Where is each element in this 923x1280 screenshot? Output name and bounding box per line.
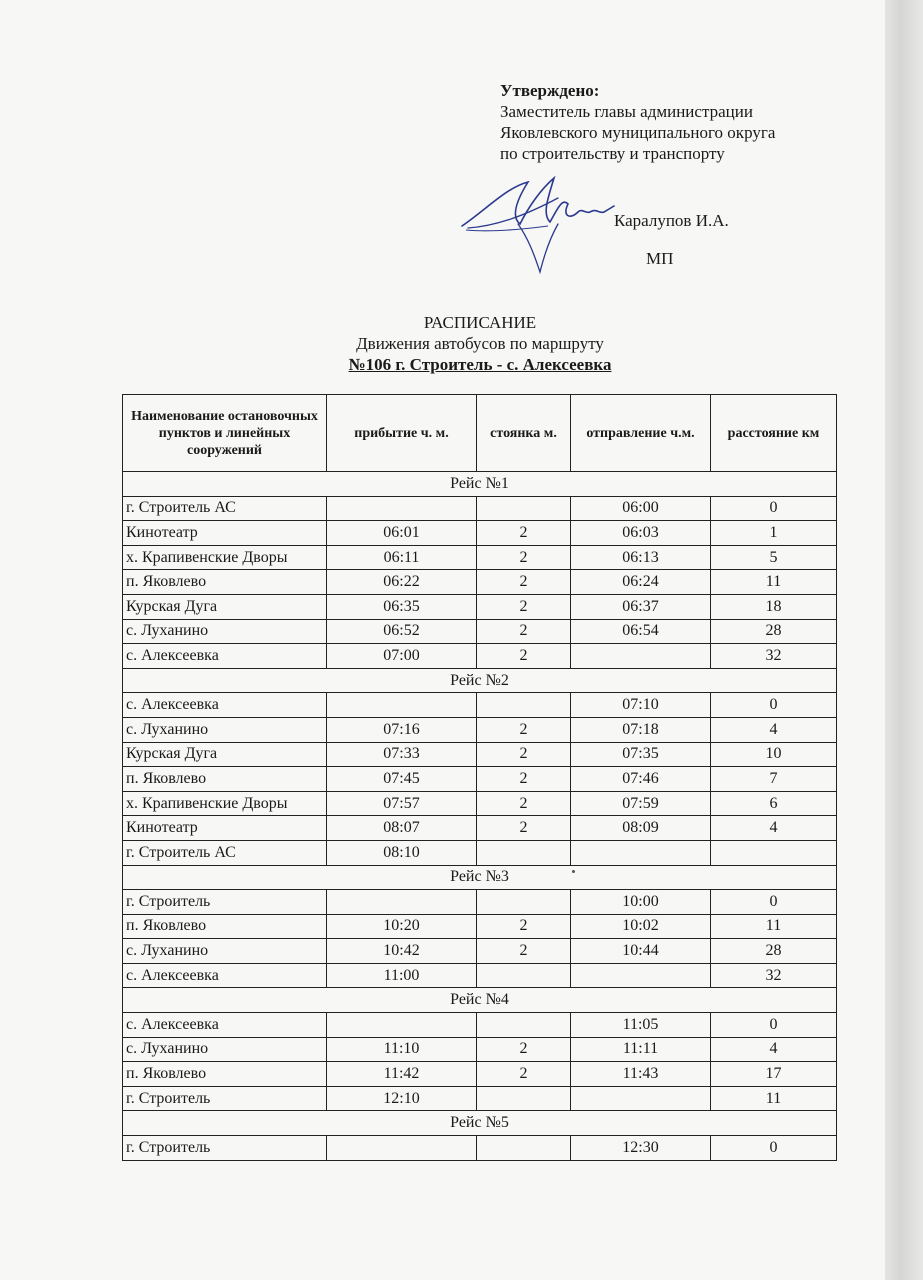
distance-km: 10 (711, 742, 837, 767)
distance-km: 0 (711, 693, 837, 718)
speck (572, 870, 575, 873)
stop-name: с. Луханино (123, 1037, 327, 1062)
trip-label: Рейс №2 (123, 668, 837, 693)
stop-name: г. Строитель (123, 890, 327, 915)
table-row (123, 693, 837, 718)
arrival-time (327, 496, 477, 521)
stay-minutes: 2 (477, 594, 571, 619)
stay-minutes: 2 (477, 545, 571, 570)
arrival-time: 08:10 (327, 840, 477, 865)
departure-time: 06:03 (571, 521, 711, 546)
schedule-table (122, 394, 837, 1161)
stop-name: г. Строитель АС (123, 840, 327, 865)
distance-km: 0 (711, 890, 837, 915)
table-row (123, 496, 837, 521)
arrival-time: 10:20 (327, 914, 477, 939)
distance-km: 0 (711, 1136, 837, 1161)
arrival-time: 07:16 (327, 717, 477, 742)
distance-km: 0 (711, 496, 837, 521)
stay-minutes: 2 (477, 570, 571, 595)
table-row (123, 545, 837, 570)
document-subtitle: Движения автобусов по маршруту (356, 334, 604, 353)
stop-name: г. Строитель (123, 1086, 327, 1111)
stay-minutes (477, 890, 571, 915)
stop-name: п. Яковлево (123, 767, 327, 792)
table-row (123, 1013, 837, 1038)
table-row (123, 594, 837, 619)
header-arrival: прибытие ч. м. (327, 395, 477, 472)
stay-minutes: 2 (477, 521, 571, 546)
departure-time: 06:13 (571, 545, 711, 570)
stop-name: х. Крапивенские Дворы (123, 791, 327, 816)
approval-line: Яковлевского муниципального округа (500, 123, 776, 142)
arrival-time (327, 890, 477, 915)
distance-km: 4 (711, 717, 837, 742)
stop-name: Кинотеатр (123, 521, 327, 546)
departure-time: 07:59 (571, 791, 711, 816)
distance-km: 11 (711, 1086, 837, 1111)
departure-time (571, 644, 711, 669)
stop-name: с. Алексеевка (123, 1013, 327, 1038)
stay-minutes: 2 (477, 791, 571, 816)
distance-km: 4 (711, 1037, 837, 1062)
table-row (123, 570, 837, 595)
trip-header-row (123, 865, 837, 890)
stop-name: г. Строитель АС (123, 496, 327, 521)
distance-km: 32 (711, 644, 837, 669)
stop-name: с. Алексеевка (123, 693, 327, 718)
stop-name: с. Алексеевка (123, 644, 327, 669)
departure-time: 06:54 (571, 619, 711, 644)
distance-km: 7 (711, 767, 837, 792)
distance-km: 28 (711, 939, 837, 964)
table-row (123, 619, 837, 644)
table-row (123, 1086, 837, 1111)
departure-time: 07:10 (571, 693, 711, 718)
trip-label: Рейс №5 (123, 1111, 837, 1136)
stop-name: Курская Дуга (123, 594, 327, 619)
departure-time: 06:00 (571, 496, 711, 521)
departure-time: 11:05 (571, 1013, 711, 1038)
arrival-time: 06:01 (327, 521, 477, 546)
departure-time: 10:02 (571, 914, 711, 939)
stay-minutes: 2 (477, 1062, 571, 1087)
stop-name: с. Луханино (123, 619, 327, 644)
departure-time: 07:35 (571, 742, 711, 767)
arrival-time: 07:45 (327, 767, 477, 792)
stay-minutes (477, 693, 571, 718)
arrival-time: 06:35 (327, 594, 477, 619)
stop-name: х. Крапивенские Дворы (123, 545, 327, 570)
departure-time: 08:09 (571, 816, 711, 841)
departure-time (571, 840, 711, 865)
signature (458, 168, 618, 276)
arrival-time: 10:42 (327, 939, 477, 964)
arrival-time (327, 1136, 477, 1161)
distance-km: 6 (711, 791, 837, 816)
approval-heading: Утверждено: (500, 81, 600, 100)
stay-minutes: 2 (477, 816, 571, 841)
stop-name: с. Луханино (123, 939, 327, 964)
title-block (0, 312, 923, 375)
distance-km: 11 (711, 914, 837, 939)
table-row (123, 840, 837, 865)
arrival-time: 06:11 (327, 545, 477, 570)
table-row (123, 717, 837, 742)
stay-minutes: 2 (477, 742, 571, 767)
departure-time: 10:44 (571, 939, 711, 964)
distance-km: 28 (711, 619, 837, 644)
arrival-time: 06:52 (327, 619, 477, 644)
distance-km: 0 (711, 1013, 837, 1038)
table-row (123, 1136, 837, 1161)
stop-name: Курская Дуга (123, 742, 327, 767)
stay-minutes: 2 (477, 644, 571, 669)
approval-line: по строительству и транспорту (500, 144, 725, 163)
distance-km: 5 (711, 545, 837, 570)
distance-km: 18 (711, 594, 837, 619)
distance-km: 17 (711, 1062, 837, 1087)
header-stop: Наименование остановочных пунктов и линейных сооружений (123, 395, 327, 472)
document-title: РАСПИСАНИЕ (423, 313, 537, 332)
stay-minutes: 2 (477, 619, 571, 644)
arrival-time: 07:57 (327, 791, 477, 816)
distance-km: 1 (711, 521, 837, 546)
departure-time: 11:43 (571, 1062, 711, 1087)
table-row (123, 791, 837, 816)
scan-edge (885, 0, 923, 1280)
distance-km: 32 (711, 963, 837, 988)
distance-km: 4 (711, 816, 837, 841)
stay-minutes: 2 (477, 1037, 571, 1062)
arrival-time (327, 1013, 477, 1038)
stamp-label: МП (646, 249, 674, 268)
table-row (123, 767, 837, 792)
stay-minutes (477, 840, 571, 865)
approval-line: Заместитель главы администрации (500, 102, 753, 121)
arrival-time: 07:00 (327, 644, 477, 669)
trip-label: Рейс №1 (123, 472, 837, 497)
arrival-time: 08:07 (327, 816, 477, 841)
stay-minutes (477, 1136, 571, 1161)
header-departure: отправление ч.м. (571, 395, 711, 472)
distance-km: 11 (711, 570, 837, 595)
trip-header-row (123, 668, 837, 693)
stop-name: п. Яковлево (123, 570, 327, 595)
table-row (123, 963, 837, 988)
departure-time (571, 963, 711, 988)
arrival-time: 06:22 (327, 570, 477, 595)
stay-minutes: 2 (477, 767, 571, 792)
trip-label: Рейс №3 (123, 865, 837, 890)
approval-block (500, 80, 775, 164)
stay-minutes: 2 (477, 717, 571, 742)
signer-name: Каралупов И.А. (614, 211, 729, 230)
departure-time: 10:00 (571, 890, 711, 915)
table-row (123, 939, 837, 964)
stay-minutes (477, 963, 571, 988)
stay-minutes (477, 496, 571, 521)
trip-label: Рейс №4 (123, 988, 837, 1013)
table-row (123, 644, 837, 669)
stop-name: г. Строитель (123, 1136, 327, 1161)
stay-minutes: 2 (477, 914, 571, 939)
arrival-time: 07:33 (327, 742, 477, 767)
table-row (123, 742, 837, 767)
departure-time (571, 1086, 711, 1111)
table-row (123, 521, 837, 546)
distance-km (711, 840, 837, 865)
table-row (123, 816, 837, 841)
trip-header-row (123, 988, 837, 1013)
stop-name: Кинотеатр (123, 816, 327, 841)
table-row (123, 890, 837, 915)
route-title: №106 г. Строитель - с. Алексеевка (348, 355, 612, 374)
trip-header-row (123, 472, 837, 497)
table-row (123, 1037, 837, 1062)
departure-time: 07:46 (571, 767, 711, 792)
header-stay: стоянка м. (477, 395, 571, 472)
departure-time: 06:37 (571, 594, 711, 619)
arrival-time: 11:42 (327, 1062, 477, 1087)
header-distance: расстояние км (711, 395, 837, 472)
stay-minutes (477, 1013, 571, 1038)
stay-minutes (477, 1086, 571, 1111)
arrival-time: 11:00 (327, 963, 477, 988)
arrival-time (327, 693, 477, 718)
table-row (123, 914, 837, 939)
departure-time: 07:18 (571, 717, 711, 742)
stop-name: с. Алексеевка (123, 963, 327, 988)
arrival-time: 12:10 (327, 1086, 477, 1111)
stop-name: п. Яковлево (123, 1062, 327, 1087)
arrival-time: 11:10 (327, 1037, 477, 1062)
table-header-row (123, 395, 837, 472)
trip-header-row (123, 1111, 837, 1136)
departure-time: 11:11 (571, 1037, 711, 1062)
stay-minutes: 2 (477, 939, 571, 964)
departure-time: 12:30 (571, 1136, 711, 1161)
stop-name: п. Яковлево (123, 914, 327, 939)
table-row (123, 1062, 837, 1087)
departure-time: 06:24 (571, 570, 711, 595)
stop-name: с. Луханино (123, 717, 327, 742)
